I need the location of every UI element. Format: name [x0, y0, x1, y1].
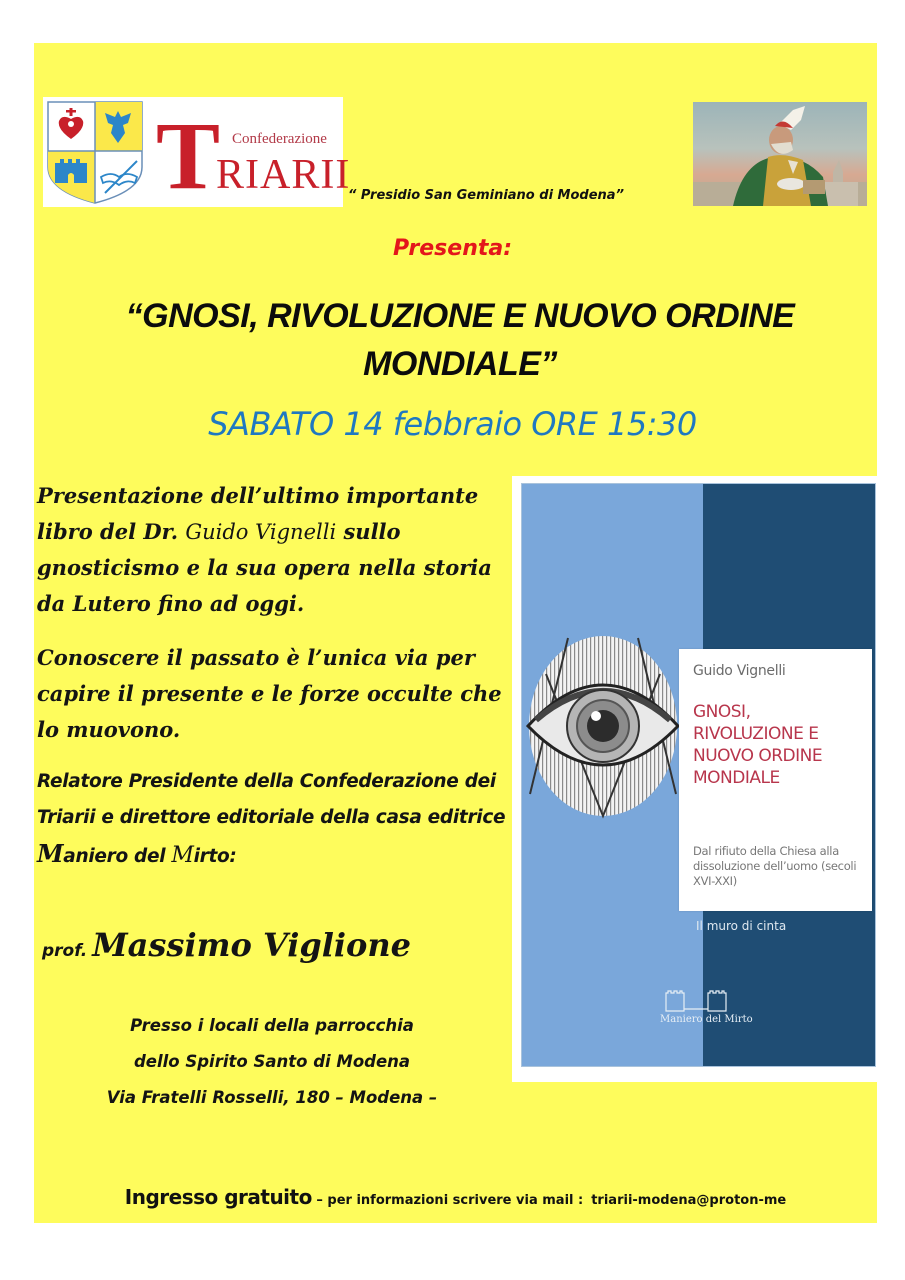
- triarii-wordmark: [156, 102, 351, 209]
- publisher-initial-m: M: [37, 839, 64, 868]
- free-entry-label: Ingresso gratuito: [124, 1185, 312, 1209]
- book-subtitle: Dal rifiuto della Chiesa alla dissoluzione dell’uomo (secoli XVI-XXI): [693, 844, 857, 888]
- publisher-script-m: M: [171, 843, 194, 868]
- contact-email[interactable]: triarii-modena@proton-me: [591, 1193, 787, 1208]
- book-title-line-1: GNOSI,: [693, 702, 751, 722]
- publisher-name-part-1: aniero del: [63, 846, 172, 867]
- logo-confederazione: Confederazione: [232, 131, 327, 147]
- event-title-line-2: MONDIALE”: [363, 345, 557, 383]
- description-text: Presentazione dell’ultimo importante libro del Dr.: [37, 483, 479, 544]
- speaker-title: prof.: [42, 941, 88, 961]
- venue-line-2: dello Spirito Santo di Modena: [133, 1052, 411, 1071]
- presidio-label: “ Presidio San Geminiano di Modena”: [348, 188, 624, 203]
- saint-geminiano-image: [693, 102, 867, 206]
- event-title: [60, 292, 860, 388]
- triarii-logo: [43, 97, 351, 209]
- book-cover-label: [679, 649, 872, 911]
- event-title-line-1: “GNOSI, RIVOLUZIONE E NUOVO ORDINE: [125, 297, 795, 335]
- book-title: [693, 701, 868, 789]
- speaker-name: Massimo Viglione: [92, 926, 412, 964]
- logo-t-letter: T: [156, 102, 221, 209]
- speaker-intro: [37, 764, 512, 875]
- venue-info: [37, 1008, 507, 1116]
- footer-info: [34, 1185, 877, 1209]
- event-date: SABATO 14 febbraio ORE 15:30: [208, 405, 697, 443]
- publisher-towers-icon: [662, 989, 730, 1013]
- motto-paragraph: Conoscere il passato è l’unica via per capire il presente e le forze occulte che lo muovono.: [37, 645, 502, 742]
- coat-of-arms-icon: [45, 99, 145, 205]
- speaker: [42, 926, 411, 964]
- description-text-cont: sullo gnosticismo e la sua opera nella storia da Lutero fino ad oggi.: [37, 519, 492, 616]
- saint-illustration-icon: [693, 102, 867, 206]
- author-name: Guido Vignelli: [185, 520, 337, 544]
- book-cover: [521, 483, 876, 1067]
- venue-line-1: Presso i locali della parrocchia: [130, 1016, 414, 1035]
- contact-info-label: – per informazioni scrivere via mail :: [311, 1193, 584, 1208]
- speaker-intro-text: Relatore Presidente della Confederazione dei Triarii e direttore editoriale della casa editrice: [37, 771, 506, 828]
- all-seeing-eye-icon: [526, 634, 681, 819]
- presenta-label: Presenta:: [392, 236, 513, 261]
- book-description: [37, 478, 512, 622]
- book-author: Guido Vignelli: [693, 663, 786, 679]
- book-title-line-3: NUOVO ORDINE: [693, 746, 823, 766]
- logo-riarii: RIARII: [216, 152, 351, 198]
- publisher-name-part-2: irto:: [193, 846, 237, 867]
- book-title-line-4: MONDIALE: [693, 768, 780, 788]
- book-series: Il muro di cinta: [696, 919, 787, 933]
- book-publisher: Maniero del Mirto: [660, 1014, 753, 1025]
- book-title-line-2: RIVOLUZIONE E: [693, 724, 819, 744]
- venue-line-3: Via Fratelli Rosselli, 180 – Modena –: [106, 1088, 438, 1107]
